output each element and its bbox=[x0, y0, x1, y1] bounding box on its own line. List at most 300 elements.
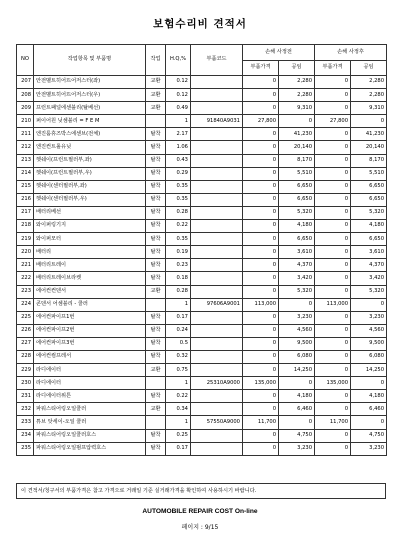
col-header-after: 손해 사정후 bbox=[315, 45, 387, 61]
row-before-labor: 0 bbox=[279, 115, 315, 128]
row-hq: 0.22 bbox=[166, 390, 191, 403]
row-item-name: 안전벨트히어뜨어저스터(좌) bbox=[34, 76, 146, 89]
row-no: 229 bbox=[17, 364, 34, 377]
row-before-labor: 2,280 bbox=[279, 89, 315, 102]
row-before-labor: 5,320 bbox=[279, 206, 315, 219]
table-row bbox=[17, 429, 387, 442]
row-part-code bbox=[191, 206, 243, 219]
row-after-part-price: 0 bbox=[315, 259, 351, 272]
row-after-labor: 3,420 bbox=[351, 272, 387, 285]
row-part-code bbox=[191, 246, 243, 259]
row-work-type: 교환 bbox=[146, 285, 166, 298]
row-before-part-price: 0 bbox=[243, 233, 279, 246]
row-item-name: 에어컨파이프2번 bbox=[34, 324, 146, 337]
row-no: 234 bbox=[17, 429, 34, 442]
estimate-table bbox=[16, 44, 387, 456]
row-after-labor: 9,310 bbox=[351, 102, 387, 115]
row-no: 207 bbox=[17, 76, 34, 89]
col-header-work: 작업 bbox=[146, 45, 166, 76]
row-item-name: 파워스티어링오일쿨러호스 bbox=[34, 429, 146, 442]
table-row bbox=[17, 154, 387, 167]
row-after-labor: 4,750 bbox=[351, 429, 387, 442]
row-part-code: 97606A9001 bbox=[191, 298, 243, 311]
row-item-name: 헷쉐이(프런트필러부,좌) bbox=[34, 154, 146, 167]
row-before-part-price: 0 bbox=[243, 364, 279, 377]
row-work-type: 탈착 bbox=[146, 141, 166, 154]
row-hq: 0.43 bbox=[166, 154, 191, 167]
row-after-part-price: 0 bbox=[315, 337, 351, 350]
table-row bbox=[17, 416, 387, 429]
row-before-labor: 5,320 bbox=[279, 285, 315, 298]
row-no: 209 bbox=[17, 102, 34, 115]
row-after-labor: 9,500 bbox=[351, 337, 387, 350]
row-no: 212 bbox=[17, 141, 34, 154]
row-item-name: 헷쉐이(프런트필러부,우) bbox=[34, 167, 146, 180]
table-row bbox=[17, 403, 387, 416]
col-header-after-labor: 공임 bbox=[351, 61, 387, 76]
row-work-type: 탈착 bbox=[146, 390, 166, 403]
row-item-name: 배터리트레이브라켓 bbox=[34, 272, 146, 285]
row-hq: 0.22 bbox=[166, 220, 191, 233]
table-row bbox=[17, 298, 387, 311]
row-hq: 0.35 bbox=[166, 233, 191, 246]
row-before-part-price: 0 bbox=[243, 141, 279, 154]
row-after-labor: 6,460 bbox=[351, 403, 387, 416]
row-before-part-price: 0 bbox=[243, 311, 279, 324]
row-item-name: 엔진룸휴즈박스에센브(전체) bbox=[34, 128, 146, 141]
row-after-part-price: 0 bbox=[315, 141, 351, 154]
row-after-labor: 4,180 bbox=[351, 220, 387, 233]
table-row bbox=[17, 115, 387, 128]
row-part-code bbox=[191, 403, 243, 416]
row-after-labor: 4,560 bbox=[351, 324, 387, 337]
row-after-labor: 4,180 bbox=[351, 390, 387, 403]
row-before-labor: 4,750 bbox=[279, 429, 315, 442]
row-after-labor: 6,650 bbox=[351, 193, 387, 206]
col-header-after-part-price: 부품가격 bbox=[315, 61, 351, 76]
row-before-labor: 6,460 bbox=[279, 403, 315, 416]
row-no: 227 bbox=[17, 337, 34, 350]
row-work-type: 교환 bbox=[146, 403, 166, 416]
row-before-part-price: 0 bbox=[243, 206, 279, 219]
row-no: 211 bbox=[17, 128, 34, 141]
col-header-before: 손해 사정전 bbox=[243, 45, 315, 61]
col-header-before-part-price: 부품가격 bbox=[243, 61, 279, 76]
row-after-part-price: 0 bbox=[315, 390, 351, 403]
row-part-code: 57550A9000 bbox=[191, 416, 243, 429]
row-item-name: 퍼이어원 닛셈블리 = F E M bbox=[34, 115, 146, 128]
row-before-part-price: 0 bbox=[243, 128, 279, 141]
row-no: 218 bbox=[17, 220, 34, 233]
col-header-hq: H.Q,% bbox=[166, 45, 191, 76]
row-after-part-price: 0 bbox=[315, 324, 351, 337]
row-hq: 0.17 bbox=[166, 442, 191, 455]
row-work-type: 교환 bbox=[146, 89, 166, 102]
row-before-part-price: 11,700 bbox=[243, 416, 279, 429]
row-hq: 0.75 bbox=[166, 364, 191, 377]
row-item-name: 에어컨컴프레서 bbox=[34, 350, 146, 363]
row-work-type: 탈착 bbox=[146, 259, 166, 272]
row-work-type: 탈착 bbox=[146, 167, 166, 180]
header-row-top bbox=[17, 45, 387, 61]
row-after-labor: 14,250 bbox=[351, 364, 387, 377]
row-no: 214 bbox=[17, 167, 34, 180]
row-part-code bbox=[191, 167, 243, 180]
row-after-labor: 3,230 bbox=[351, 442, 387, 455]
row-after-part-price: 0 bbox=[315, 76, 351, 89]
row-after-labor: 2,280 bbox=[351, 89, 387, 102]
row-item-name: 라디에이터 bbox=[34, 364, 146, 377]
row-work-type: 탈착 bbox=[146, 324, 166, 337]
row-hq: 0.18 bbox=[166, 272, 191, 285]
col-header-code: 부품코드 bbox=[191, 45, 243, 76]
row-before-part-price: 0 bbox=[243, 89, 279, 102]
row-after-labor: 5,320 bbox=[351, 285, 387, 298]
row-work-type: 탈착 bbox=[146, 206, 166, 219]
row-item-name: 에어컨파이프3번 bbox=[34, 337, 146, 350]
row-after-labor: 6,080 bbox=[351, 350, 387, 363]
table-row bbox=[17, 246, 387, 259]
row-part-code bbox=[191, 154, 243, 167]
table-row bbox=[17, 377, 387, 390]
row-before-labor: 3,230 bbox=[279, 442, 315, 455]
row-before-labor: 0 bbox=[279, 298, 315, 311]
row-before-labor: 8,170 bbox=[279, 154, 315, 167]
row-hq: 1 bbox=[166, 115, 191, 128]
row-before-part-price: 0 bbox=[243, 429, 279, 442]
row-before-part-price: 113,000 bbox=[243, 298, 279, 311]
row-before-labor: 3,420 bbox=[279, 272, 315, 285]
row-work-type: 탈착 bbox=[146, 429, 166, 442]
row-no: 208 bbox=[17, 89, 34, 102]
row-after-part-price: 0 bbox=[315, 311, 351, 324]
row-no: 226 bbox=[17, 324, 34, 337]
row-item-name: 에어컨파이프1번 bbox=[34, 311, 146, 324]
page-title: 보험수리비 견적서 bbox=[153, 18, 247, 30]
row-before-part-price: 0 bbox=[243, 220, 279, 233]
row-after-labor: 6,650 bbox=[351, 180, 387, 193]
row-no: 232 bbox=[17, 403, 34, 416]
row-part-code bbox=[191, 193, 243, 206]
row-before-labor: 3,610 bbox=[279, 246, 315, 259]
row-after-labor: 6,650 bbox=[351, 233, 387, 246]
table-row bbox=[17, 324, 387, 337]
row-hq: 0.29 bbox=[166, 167, 191, 180]
row-hq: 0.12 bbox=[166, 76, 191, 89]
row-before-part-price: 0 bbox=[243, 167, 279, 180]
row-hq: 0.17 bbox=[166, 311, 191, 324]
row-before-labor: 41,230 bbox=[279, 128, 315, 141]
row-part-code bbox=[191, 364, 243, 377]
row-part-code bbox=[191, 141, 243, 154]
price-notice: 이 견적서/청구서의 부품가격은 참고 가격으로 거래일 기준 실거래가격을 확인하여 사용하시기 바랍니다. bbox=[16, 483, 386, 499]
row-after-part-price: 0 bbox=[315, 272, 351, 285]
row-work-type: 탈착 bbox=[146, 220, 166, 233]
row-part-code bbox=[191, 180, 243, 193]
row-before-part-price: 0 bbox=[243, 403, 279, 416]
table-row bbox=[17, 128, 387, 141]
row-work-type: 탈착 bbox=[146, 246, 166, 259]
row-before-labor: 20,140 bbox=[279, 141, 315, 154]
row-before-part-price: 0 bbox=[243, 272, 279, 285]
row-hq: 1.06 bbox=[166, 141, 191, 154]
row-item-name: 배터리 bbox=[34, 246, 146, 259]
row-item-name: 에어컨컨덴서 bbox=[34, 285, 146, 298]
row-hq: 0.32 bbox=[166, 350, 191, 363]
row-hq: 0.24 bbox=[166, 324, 191, 337]
row-part-code bbox=[191, 390, 243, 403]
row-before-part-price: 0 bbox=[243, 285, 279, 298]
row-part-code: 91840A9031 bbox=[191, 115, 243, 128]
row-after-labor: 41,230 bbox=[351, 128, 387, 141]
row-no: 224 bbox=[17, 298, 34, 311]
row-hq: 0.34 bbox=[166, 403, 191, 416]
col-header-before-labor: 공임 bbox=[279, 61, 315, 76]
row-before-part-price: 0 bbox=[243, 102, 279, 115]
row-before-labor: 9,310 bbox=[279, 102, 315, 115]
row-part-code bbox=[191, 233, 243, 246]
row-before-part-price: 0 bbox=[243, 246, 279, 259]
row-after-labor: 2,280 bbox=[351, 76, 387, 89]
row-work-type: 교환 bbox=[146, 102, 166, 115]
table-row bbox=[17, 259, 387, 272]
table-row bbox=[17, 167, 387, 180]
row-no: 216 bbox=[17, 193, 34, 206]
row-before-part-price: 0 bbox=[243, 154, 279, 167]
row-part-code bbox=[191, 128, 243, 141]
row-before-part-price: 0 bbox=[243, 337, 279, 350]
row-no: 223 bbox=[17, 285, 34, 298]
row-part-code bbox=[191, 350, 243, 363]
row-part-code bbox=[191, 272, 243, 285]
row-item-name: 안전벨트히어뜨어저스터(우) bbox=[34, 89, 146, 102]
row-hq: 0.35 bbox=[166, 180, 191, 193]
row-item-name: 파워스티어링오일펌프압력호스 bbox=[34, 442, 146, 455]
row-after-part-price: 135,000 bbox=[315, 377, 351, 390]
table-row bbox=[17, 285, 387, 298]
table-row bbox=[17, 364, 387, 377]
row-after-labor: 8,170 bbox=[351, 154, 387, 167]
row-work-type: 탈착 bbox=[146, 154, 166, 167]
table-row bbox=[17, 350, 387, 363]
row-after-part-price: 0 bbox=[315, 206, 351, 219]
row-after-part-price: 0 bbox=[315, 193, 351, 206]
row-no: 222 bbox=[17, 272, 34, 285]
row-after-labor: 5,510 bbox=[351, 167, 387, 180]
row-hq: 0.28 bbox=[166, 206, 191, 219]
row-before-part-price: 0 bbox=[243, 193, 279, 206]
row-after-part-price: 0 bbox=[315, 233, 351, 246]
row-item-name: 라디에이터 bbox=[34, 377, 146, 390]
row-hq: 0.23 bbox=[166, 259, 191, 272]
row-work-type: 교환 bbox=[146, 364, 166, 377]
row-no: 228 bbox=[17, 350, 34, 363]
row-before-labor: 4,180 bbox=[279, 390, 315, 403]
row-after-part-price: 11,700 bbox=[315, 416, 351, 429]
row-item-name: 라디에이터위튼 bbox=[34, 390, 146, 403]
row-after-part-price: 0 bbox=[315, 89, 351, 102]
table-row bbox=[17, 220, 387, 233]
row-no: 219 bbox=[17, 233, 34, 246]
table-row bbox=[17, 337, 387, 350]
row-after-labor: 5,320 bbox=[351, 206, 387, 219]
row-work-type bbox=[146, 377, 166, 390]
row-no: 221 bbox=[17, 259, 34, 272]
row-after-labor: 4,370 bbox=[351, 259, 387, 272]
row-work-type: 탈착 bbox=[146, 350, 166, 363]
row-after-part-price: 0 bbox=[315, 285, 351, 298]
row-after-labor: 3,230 bbox=[351, 311, 387, 324]
row-before-part-price: 0 bbox=[243, 180, 279, 193]
row-part-code bbox=[191, 285, 243, 298]
row-item-name: 콘덴서 어셈블리 - 쿨러 bbox=[34, 298, 146, 311]
row-after-part-price: 0 bbox=[315, 350, 351, 363]
table-row bbox=[17, 89, 387, 102]
row-after-part-price: 0 bbox=[315, 128, 351, 141]
row-item-name: 헷쉐이(센터필러부,우) bbox=[34, 193, 146, 206]
row-hq: 0.5 bbox=[166, 337, 191, 350]
table-body bbox=[17, 76, 387, 456]
row-work-type bbox=[146, 115, 166, 128]
row-hq: 1 bbox=[166, 298, 191, 311]
row-work-type: 탈착 bbox=[146, 311, 166, 324]
row-no: 233 bbox=[17, 416, 34, 429]
row-before-part-price: 0 bbox=[243, 324, 279, 337]
col-header-no: NO bbox=[17, 45, 34, 76]
row-part-code bbox=[191, 259, 243, 272]
table-row bbox=[17, 442, 387, 455]
row-no: 220 bbox=[17, 246, 34, 259]
row-no: 217 bbox=[17, 206, 34, 219]
row-hq: 0.28 bbox=[166, 285, 191, 298]
row-before-part-price: 27,800 bbox=[243, 115, 279, 128]
row-part-code bbox=[191, 220, 243, 233]
col-header-item: 작업항목 및 부품명 bbox=[34, 45, 146, 76]
row-before-labor: 6,650 bbox=[279, 180, 315, 193]
row-item-name: 헷쉐이(센터필러부,좌) bbox=[34, 180, 146, 193]
row-work-type: 탈착 bbox=[146, 233, 166, 246]
table-row bbox=[17, 76, 387, 89]
row-before-labor: 4,560 bbox=[279, 324, 315, 337]
row-before-labor: 6,650 bbox=[279, 233, 315, 246]
row-part-code bbox=[191, 76, 243, 89]
row-hq: 0.49 bbox=[166, 102, 191, 115]
row-before-part-price: 0 bbox=[243, 76, 279, 89]
table-row bbox=[17, 206, 387, 219]
row-no: 213 bbox=[17, 154, 34, 167]
row-part-code bbox=[191, 324, 243, 337]
row-work-type: 탈착 bbox=[146, 128, 166, 141]
row-part-code bbox=[191, 102, 243, 115]
row-before-labor: 5,510 bbox=[279, 167, 315, 180]
row-before-part-price: 135,000 bbox=[243, 377, 279, 390]
table-row bbox=[17, 141, 387, 154]
row-after-labor: 0 bbox=[351, 298, 387, 311]
footer-brand: AUTOMOBILE REPAIR COST On-line bbox=[142, 508, 258, 515]
row-after-part-price: 0 bbox=[315, 180, 351, 193]
row-work-type: 탈착 bbox=[146, 180, 166, 193]
row-work-type: 탈착 bbox=[146, 272, 166, 285]
row-item-name: 배터리트레이 bbox=[34, 259, 146, 272]
row-part-code bbox=[191, 429, 243, 442]
row-after-labor: 20,140 bbox=[351, 141, 387, 154]
row-part-code bbox=[191, 337, 243, 350]
row-after-labor: 0 bbox=[351, 115, 387, 128]
row-work-type: 탈착 bbox=[146, 442, 166, 455]
row-part-code: 25310A9000 bbox=[191, 377, 243, 390]
row-item-name: 튜브 앗세이-오일 쿨러 bbox=[34, 416, 146, 429]
row-before-labor: 9,500 bbox=[279, 337, 315, 350]
row-no: 215 bbox=[17, 180, 34, 193]
row-item-name: 파워스티어링오일쿨러 bbox=[34, 403, 146, 416]
row-hq: 0.19 bbox=[166, 246, 191, 259]
row-after-part-price: 0 bbox=[315, 403, 351, 416]
row-no: 231 bbox=[17, 390, 34, 403]
table-row bbox=[17, 311, 387, 324]
row-after-labor: 0 bbox=[351, 416, 387, 429]
row-before-part-price: 0 bbox=[243, 442, 279, 455]
row-after-part-price: 113,000 bbox=[315, 298, 351, 311]
row-item-name: 와이퍼모터 bbox=[34, 233, 146, 246]
row-before-labor: 6,650 bbox=[279, 193, 315, 206]
row-hq: 2.17 bbox=[166, 128, 191, 141]
row-part-code bbox=[191, 89, 243, 102]
row-before-labor: 3,230 bbox=[279, 311, 315, 324]
row-before-labor: 6,080 bbox=[279, 350, 315, 363]
table-row bbox=[17, 390, 387, 403]
row-hq: 0.25 bbox=[166, 429, 191, 442]
row-after-part-price: 0 bbox=[315, 246, 351, 259]
row-hq: 0.35 bbox=[166, 193, 191, 206]
row-part-code bbox=[191, 311, 243, 324]
row-work-type bbox=[146, 416, 166, 429]
row-work-type: 탈착 bbox=[146, 193, 166, 206]
table-row bbox=[17, 180, 387, 193]
row-after-part-price: 0 bbox=[315, 220, 351, 233]
table-row bbox=[17, 102, 387, 115]
row-part-code bbox=[191, 442, 243, 455]
row-before-labor: 4,370 bbox=[279, 259, 315, 272]
row-before-part-price: 0 bbox=[243, 390, 279, 403]
row-no: 235 bbox=[17, 442, 34, 455]
row-after-labor: 0 bbox=[351, 377, 387, 390]
row-before-part-price: 0 bbox=[243, 259, 279, 272]
row-after-part-price: 0 bbox=[315, 442, 351, 455]
row-after-part-price: 0 bbox=[315, 167, 351, 180]
row-after-part-price: 27,800 bbox=[315, 115, 351, 128]
row-after-part-price: 0 bbox=[315, 364, 351, 377]
row-work-type: 교환 bbox=[146, 76, 166, 89]
row-item-name: 엔진컨트롤유닛 bbox=[34, 141, 146, 154]
row-hq: 1 bbox=[166, 416, 191, 429]
row-before-labor: 0 bbox=[279, 377, 315, 390]
row-item-name: 배터리베선 bbox=[34, 206, 146, 219]
row-work-type: 탈착 bbox=[146, 337, 166, 350]
row-before-part-price: 0 bbox=[243, 350, 279, 363]
row-work-type bbox=[146, 298, 166, 311]
row-before-labor: 2,280 bbox=[279, 76, 315, 89]
table-row bbox=[17, 193, 387, 206]
row-before-labor: 0 bbox=[279, 416, 315, 429]
row-no: 230 bbox=[17, 377, 34, 390]
row-before-labor: 4,180 bbox=[279, 220, 315, 233]
row-after-part-price: 0 bbox=[315, 429, 351, 442]
row-item-name: 프런트패널에센블리(탈베선) bbox=[34, 102, 146, 115]
row-hq: 0.12 bbox=[166, 89, 191, 102]
table-row bbox=[17, 233, 387, 246]
page-number: 페이지 : 9/15 bbox=[181, 524, 219, 531]
table-row bbox=[17, 272, 387, 285]
